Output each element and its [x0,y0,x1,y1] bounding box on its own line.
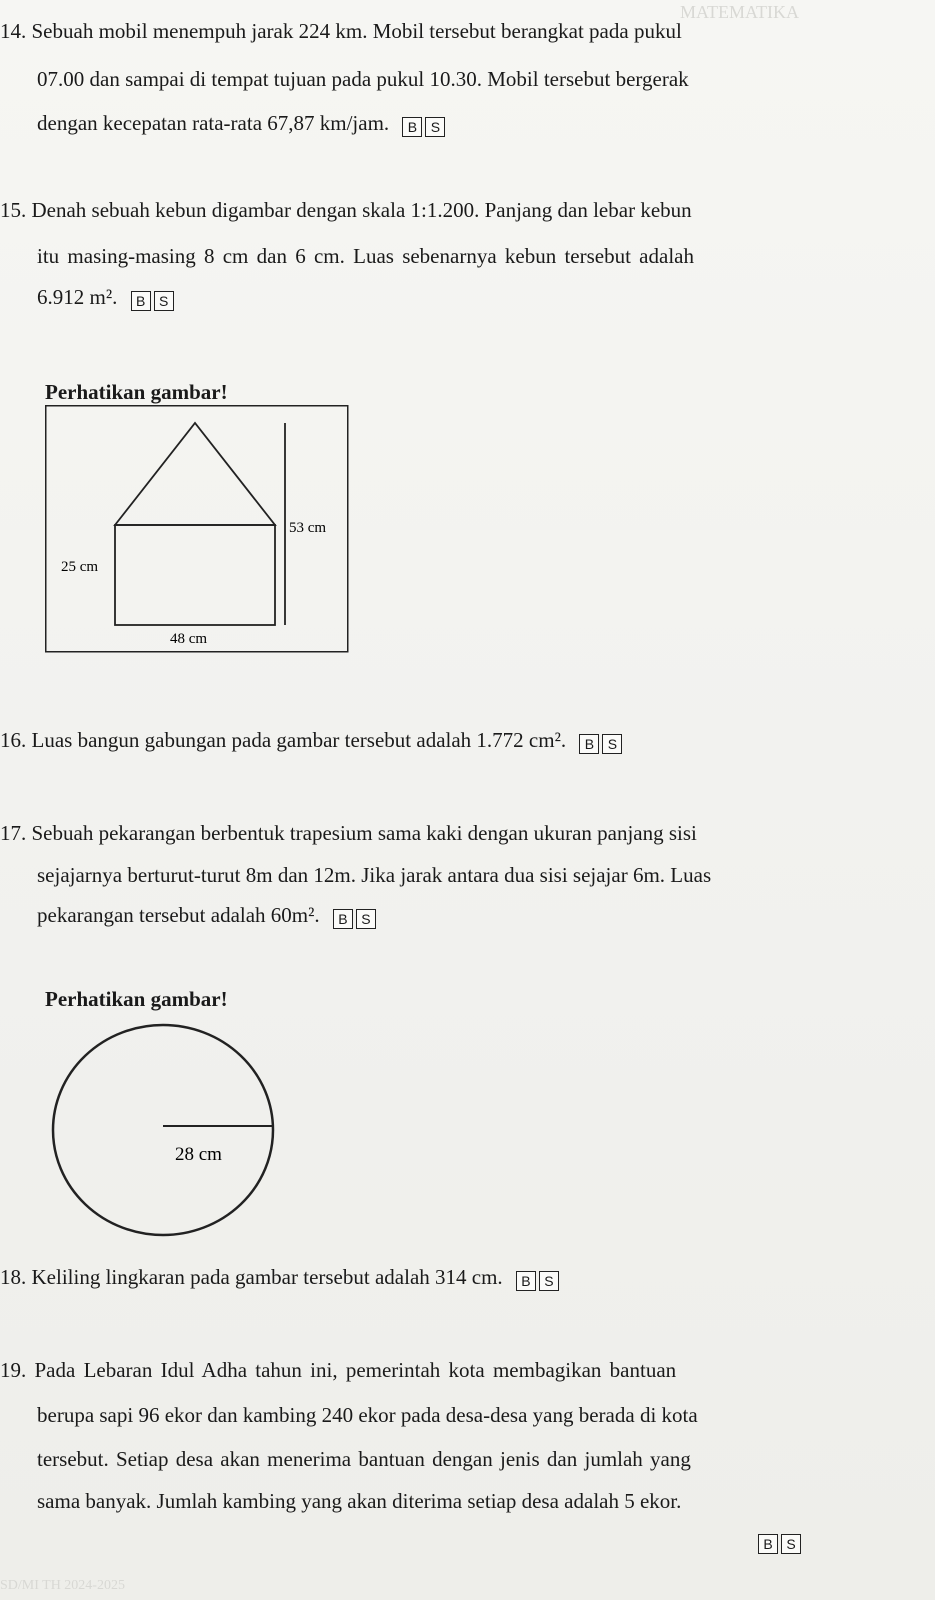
question-14-number-line [0,18,682,44]
question-text-line: Sebuah mobil menempuh jarak 224 km. Mobil tersebut berangkat pada pukul [31,19,682,43]
benar-box[interactable]: B [402,117,422,137]
benar-box[interactable]: B [131,291,151,311]
composite-shape-figure [45,405,350,660]
rectangle-shape [115,525,275,625]
question-16 [0,727,625,755]
footer-fragment: SD/MI TH 2024-2025 [0,1578,125,1593]
question-number: 16. [0,728,27,752]
question-15-number-line [0,197,692,223]
salah-box[interactable]: S [781,1534,801,1554]
question-14-last-line [37,110,448,138]
answer-boxes [579,729,625,755]
base-label: 48 cm [170,631,208,647]
answer-boxes [758,1534,804,1554]
salah-box[interactable]: S [356,909,376,929]
answer-boxes [516,1266,562,1292]
height-label: 53 cm [289,520,327,536]
benar-box[interactable]: B [579,734,599,754]
question-text-line: Denah sebuah kebun digambar dengan skala 1:1.200. Panjang dan lebar kebun [31,198,692,222]
question-text-line: sama banyak. Jumlah kambing yang akan diterima setiap desa adalah 5 ekor. [37,1489,682,1513]
side-label: 25 cm [61,559,99,575]
question-number: 15. [0,198,27,222]
question-15-last-line [37,284,177,312]
salah-box[interactable]: S [425,117,445,137]
question-text-line: Sebuah pekarangan berbentuk trapesium sama kaki dengan ukuran panjang sisi [31,821,697,845]
salah-box[interactable]: S [602,734,622,754]
answer-boxes [333,904,379,930]
question-text-line: 6.912 m². [37,285,118,309]
question-number: 18. [0,1265,27,1289]
question-number: 14. [0,19,27,43]
question-text-line: Pada Lebaran Idul Adha tahun ini, pemerintah kota membagikan bantuan [34,1358,677,1382]
answer-boxes [131,286,177,312]
benar-box[interactable]: B [333,909,353,929]
question-text-line: berupa sapi 96 ekor dan kambing 240 ekor pada desa-desa yang berada di kota [37,1403,698,1427]
question-text-line: itu masing-masing 8 cm dan 6 cm. Luas sebenarnya kebun tersebut adalah [37,244,694,268]
question-number: 19. [0,1358,27,1382]
triangle-shape [115,423,275,525]
circle-shape [53,1025,273,1235]
radius-label: 28 cm [175,1144,222,1165]
question-text-line: Luas bangun gabungan pada gambar tersebut adalah 1.772 cm². [31,728,567,752]
question-text-line: pekarangan tersebut adalah 60m². [37,903,320,927]
salah-box[interactable]: S [154,291,174,311]
question-text-line: tersebut. Setiap desa akan menerima bantuan dengan jenis dan jumlah yang [37,1447,691,1471]
question-number: 17. [0,821,27,845]
circle-figure [45,1020,285,1250]
question-17-last-line [37,902,379,930]
header-fragment: MATEMATIKA [680,2,799,22]
salah-box[interactable]: S [539,1271,559,1291]
question-text-line: dengan kecepatan rata-rata 67,87 km/jam. [37,111,390,135]
question-text-line: sejajarnya berturut-turut 8m dan 12m. Jika jarak antara dua sisi sejajar 6m. Luas [37,863,712,887]
benar-box[interactable]: B [516,1271,536,1291]
figure-title: Perhatikan gambar! [45,380,228,404]
question-18 [0,1264,562,1292]
answer-boxes [402,112,448,138]
question-text-line: Keliling lingkaran pada gambar tersebut adalah 314 cm. [31,1265,503,1289]
figure-title: Perhatikan gambar! [45,987,228,1011]
benar-box[interactable]: B [758,1534,778,1554]
question-text-line: 07.00 dan sampai di tempat tujuan pada pukul 10.30. Mobil tersebut bergerak [37,67,689,91]
question-17-number-line [0,820,697,846]
question-19-number-line [0,1357,676,1383]
